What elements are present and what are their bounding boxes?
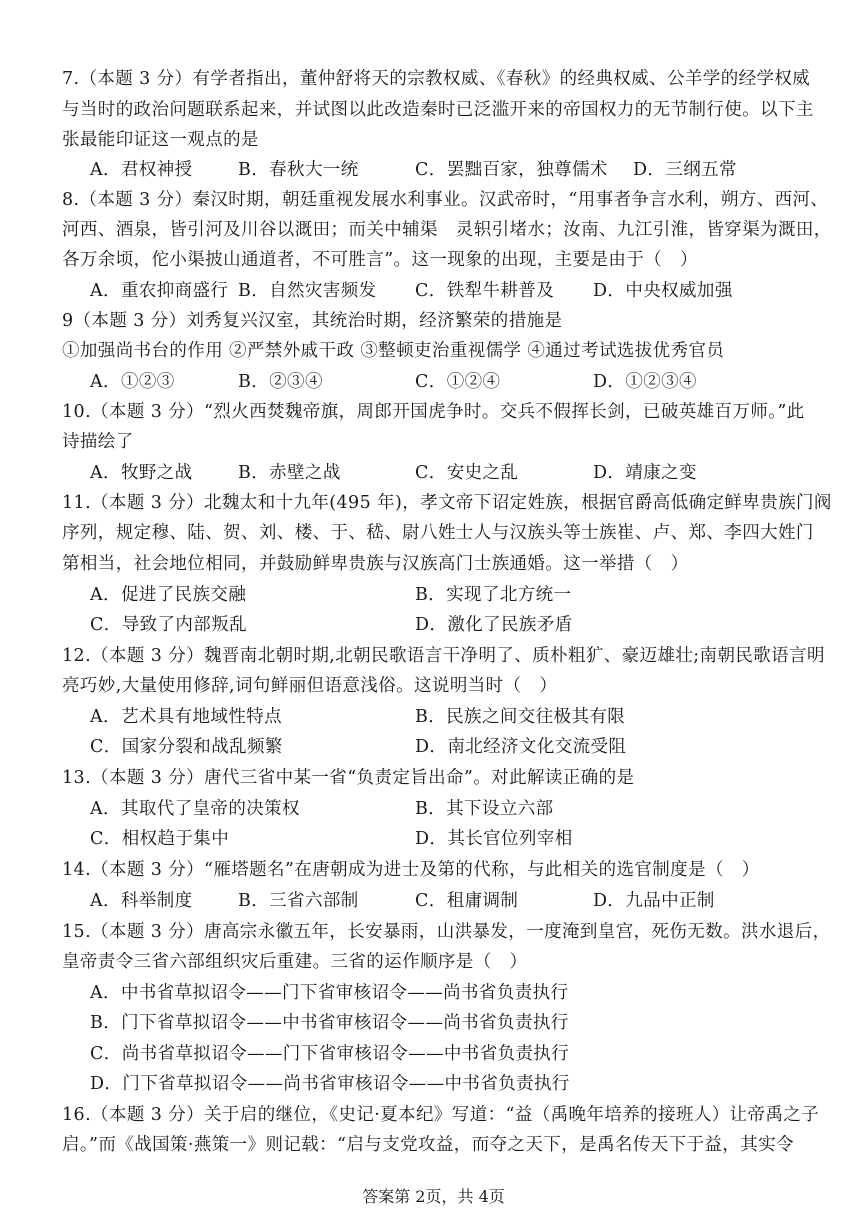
- q9-option-c: C．①②④: [415, 372, 501, 392]
- q7-stem-line2: 与当时的政治问题联系起来，并试图以此改造秦时已泛滥开来的帝国权力的无节制行使。以下主: [62, 100, 814, 120]
- q15-stem-line1: 15.（本题 3 分）唐高宗永徽五年，长安暴雨，山洪暴发，一度淹到皇宫，死伤无数。洪水退后，: [62, 922, 831, 942]
- q8-option-b: B．自然灾害频发: [238, 281, 377, 301]
- q12-option-d: D．南北经济文化交流受阻: [415, 737, 627, 757]
- q10-option-d: D．靖康之变: [593, 463, 697, 483]
- q7-option-c: C．罢黜百家，独尊儒术: [415, 160, 608, 180]
- q13-stem-line1: 13.（本题 3 分）唐代三省中某一省“负责定旨出命”。对此解读正确的是: [62, 768, 635, 788]
- q10-option-c: C．安史之乱: [415, 463, 519, 483]
- q8-option-c: C．铁犁牛耕普及: [415, 281, 555, 301]
- q12-option-b: B．民族之间交往极其有限: [415, 707, 626, 727]
- q7-stem-line3: 张最能印证这一观点的是: [62, 130, 259, 150]
- q14-option-b: B．三省六部制: [238, 891, 359, 911]
- q7-option-a: A．君权神授: [90, 160, 193, 180]
- q8-stem-line2: 河西、酒泉，皆引河及川谷以溉田；而关中辅渠 灵轵引堵水；汝南、九江引淮，皆穿渠为溉田，: [62, 220, 832, 240]
- q7-option-b: B．春秋大一统: [238, 160, 359, 180]
- q15-option-c: C．尚书省草拟诏令——门下省审核诏令——中书省负责执行: [90, 1044, 570, 1064]
- q13-option-c: C．相权趋于集中: [90, 829, 230, 849]
- q7-option-d: D．三纲五常: [633, 160, 737, 180]
- q11-stem-line3: 第相当，社会地位相同，并鼓励鲜卑贵族与汉族高门士族通婚。这一举措（ ）: [62, 554, 689, 574]
- q8-option-d: D．中央权威加强: [593, 281, 733, 301]
- q13-option-b: B．其下设立六部: [415, 799, 554, 819]
- q14-option-c: C．租庸调制: [415, 891, 519, 911]
- q15-option-a: A．中书省草拟诏令——门下省审核诏令——尚书省负责执行: [90, 983, 569, 1003]
- q9-option-d: D．①②③④: [593, 372, 697, 392]
- q10-option-b: B．赤壁之战: [238, 463, 341, 483]
- q9-option-a: A．①②③: [90, 372, 175, 392]
- q12-option-a: A．艺术具有地域性特点: [90, 707, 283, 727]
- q8-stem-line1: 8.（本题 3 分）秦汉时期，朝廷重视发展水利事业。汉武帝时，“用事者争言水利，朔方、西河、: [62, 190, 829, 210]
- q14-stem-line1: 14.（本题 3 分）“雁塔题名”在唐朝成为进士及第的代称，与此相关的选官制度是（ ）: [62, 860, 760, 880]
- page-footer: 答案第 2页，共 4页: [362, 1187, 505, 1206]
- q11-stem-line1: 11.（本题 3 分）北魏太和十九年(495 年)，孝文帝下诏定姓族，根据官爵高低确定鲜卑贵族门阀: [62, 493, 832, 513]
- q11-option-c: C．导致了内部叛乱: [90, 615, 247, 635]
- q15-option-d: D．门下省草拟诏令——尚书省审核诏令——中书省负责执行: [90, 1074, 570, 1094]
- q11-option-d: D．激化了民族矛盾: [415, 615, 573, 635]
- q15-option-b: B．门下省草拟诏令——中书省审核诏令——尚书省负责执行: [90, 1013, 569, 1033]
- q9-stem-line2: ①加强尚书台的作用 ②严禁外戚干政 ③整顿吏治重视儒学 ④通过考试选拔优秀官员: [62, 341, 725, 361]
- q8-stem-line3: 各万余顷，佗小渠披山通道者，不可胜言”。这一现象的出现，主要是由于（ ）: [62, 250, 698, 270]
- q8-option-a: A．重农抑商盛行: [90, 281, 229, 301]
- q10-stem-line1: 10.（本题 3 分）“烈火西焚魏帝旗，周郎开国虎争时。交兵不假挥长剑，已破英雄百万师。”此: [62, 402, 805, 422]
- q12-option-c: C．国家分裂和战乱频繁: [90, 737, 283, 757]
- q10-stem-line2: 诗描绘了: [62, 432, 134, 452]
- q11-option-a: A．促进了民族交融: [90, 585, 247, 605]
- q12-stem-line1: 12.（本题 3 分）魏晋南北朝时期,北朝民歌语言干净明了、质朴粗犷、豪迈雄壮;南朝民歌语言明: [62, 646, 825, 666]
- q14-option-a: A．科举制度: [90, 891, 193, 911]
- q13-option-a: A．其取代了皇帝的决策权: [90, 799, 300, 819]
- q9-stem-line1: 9（本题 3 分）刘秀复兴汉室，其统治时期，经济繁荣的措施是: [62, 311, 563, 331]
- q7-stem-line1: 7.（本题 3 分）有学者指出，董仲舒将天的宗教权威、《春秋》的经典权威、公羊学的经学权威: [62, 69, 811, 89]
- q14-option-d: D．九品中正制: [593, 891, 715, 911]
- q11-option-b: B．实现了北方统一: [415, 585, 572, 605]
- q13-option-d: D．其长官位列宰相: [415, 829, 573, 849]
- q15-stem-line2: 皇帝责令三省六部组织灾后重建。三省的运作顺序是（ ）: [62, 952, 528, 972]
- q12-stem-line2: 亮巧妙,大量使用修辞,词句鲜丽但语意浅俗。这说明当时（ ）: [62, 676, 558, 696]
- q16-stem-line2: 启。”而《战国策·燕策一》则记载：“启与支党攻益，而夺之天下，是禹名传天下于益，其实令: [62, 1135, 794, 1155]
- q10-option-a: A．牧野之战: [90, 463, 193, 483]
- q16-stem-line1: 16.（本题 3 分）关于启的继位，《史记·夏本纪》写道：“益（禹晚年培养的接班人）让帝禹之子: [62, 1105, 820, 1125]
- q9-option-b: B．②③④: [238, 372, 323, 392]
- q11-stem-line2: 序列，规定穆、陆、贺、刘、楼、于、嵇、尉八姓士人与汉族头等士族崔、卢、郑、李四大姓门: [62, 523, 814, 543]
